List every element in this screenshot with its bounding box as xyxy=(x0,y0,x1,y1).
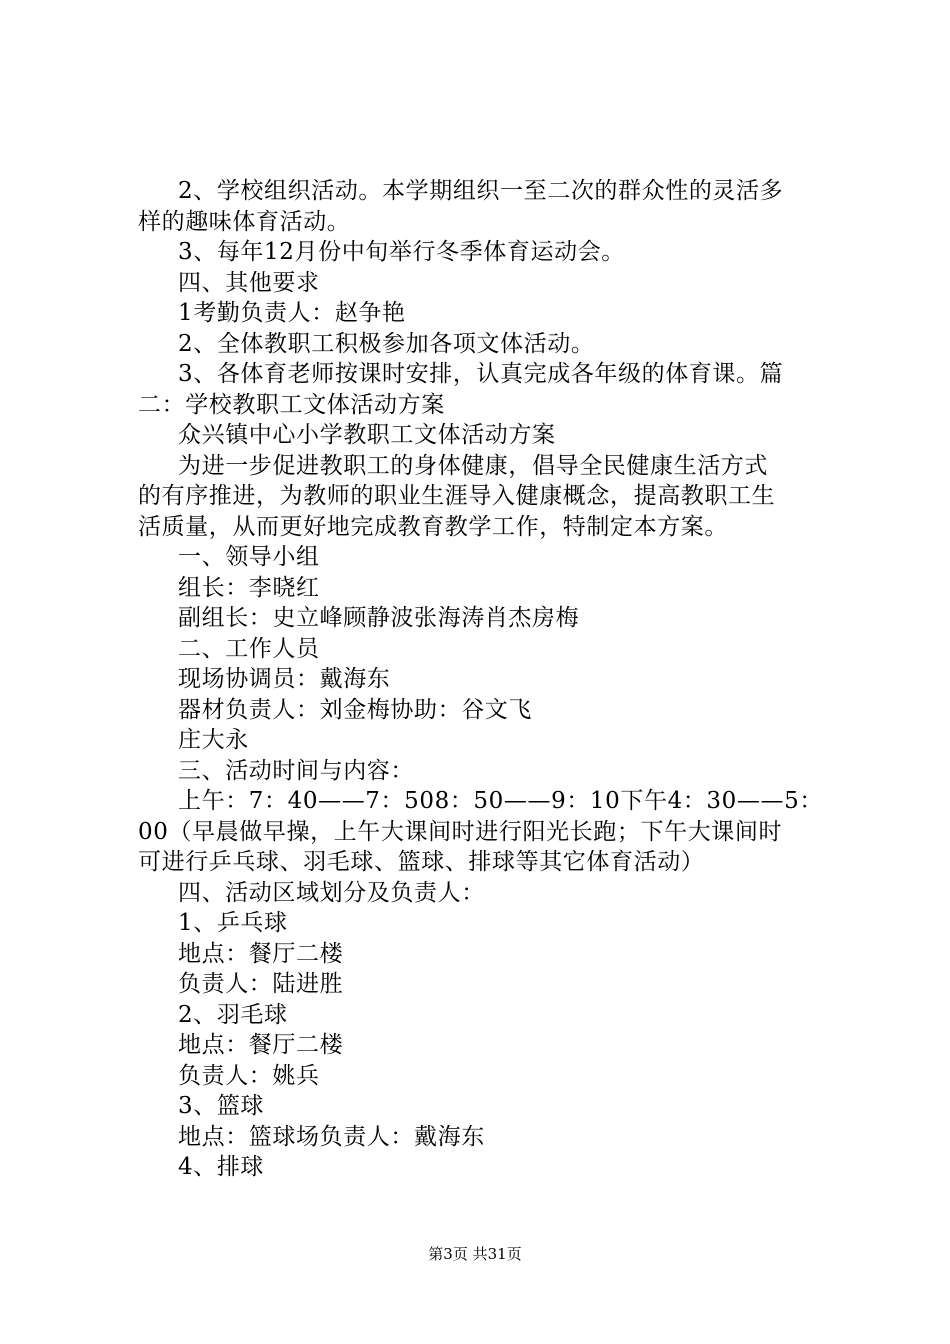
document-body xyxy=(138,176,838,1183)
paragraph-line: 的有序推进，为教师的职业生涯导入健康概念，提高教职工生 xyxy=(138,483,776,509)
paragraph-line: 可进行乒乓球、羽毛球、篮球、排球等其它体育活动） xyxy=(138,849,705,875)
paragraph-line: 现场协调员：戴海东 xyxy=(178,666,391,692)
document-title: 众兴镇中心小学教职工文体活动方案 xyxy=(178,422,556,448)
paragraph-line: 1考勤负责人：赵争艳 xyxy=(178,300,406,326)
paragraph-line: 负责人：陆进胜 xyxy=(178,971,344,997)
paragraph-line: 样的趣味体育活动。 xyxy=(138,208,351,235)
paragraph-line: 器材负责人：刘金梅协助：谷文飞 xyxy=(178,696,532,723)
paragraph-line: 2、学校组织活动。本学期组织一至二次的群众性的灵活多 xyxy=(178,178,784,204)
section-heading: 四、其他要求 xyxy=(178,269,320,296)
paragraph-line: 4、排球 xyxy=(178,1154,265,1180)
paragraph-line: 00（早晨做早操，上午大课间时进行阳光长跑；下午大课间时 xyxy=(138,818,783,845)
paragraph-line: 为进一步促进教职工的身体健康，倡导全民健康生活方式 xyxy=(178,452,768,479)
paragraph-line: 组长：李晓红 xyxy=(178,574,320,601)
paragraph-line: 3、各体育老师按课时安排，认真完成各年级的体育课。篇 xyxy=(178,361,784,387)
page-footer: 第3页 共31页 xyxy=(428,1245,522,1263)
paragraph-line: 1、乒乓球 xyxy=(178,910,288,936)
section-heading: 一、领导小组 xyxy=(178,544,320,570)
section-heading: 二、工作人员 xyxy=(178,635,320,662)
paragraph-line: 负责人：姚兵 xyxy=(178,1062,320,1089)
paragraph-line: 副组长：史立峰顾静波张海涛肖杰房梅 xyxy=(178,605,580,631)
paragraph-line: 地点：篮球场负责人：戴海东 xyxy=(178,1123,485,1150)
section-heading: 三、活动时间与内容： xyxy=(178,757,414,784)
paragraph-line: 地点：餐厅二楼 xyxy=(178,940,344,967)
section-heading: 四、活动区域划分及负责人： xyxy=(178,879,485,906)
paragraph-line: 地点：餐厅二楼 xyxy=(178,1032,344,1058)
paragraph-line: 2、羽毛球 xyxy=(178,1001,288,1028)
paragraph-line: 上午：7：40——7：508：50——9：10下午4：30——5： xyxy=(178,788,823,814)
paragraph-line: 活质量，从而更好地完成教育教学工作，特制定本方案。 xyxy=(138,513,728,540)
paragraph-line: 2、全体教职工积极参加各项文体活动。 xyxy=(178,330,595,357)
paragraph-line: 庄大永 xyxy=(178,727,249,753)
paragraph-line: 二：学校教职工文体活动方案 xyxy=(138,391,445,418)
paragraph-line: 3、每年12月份中旬举行冬季体育运动会。 xyxy=(178,239,625,265)
paragraph-line: 3、篮球 xyxy=(178,1093,265,1119)
